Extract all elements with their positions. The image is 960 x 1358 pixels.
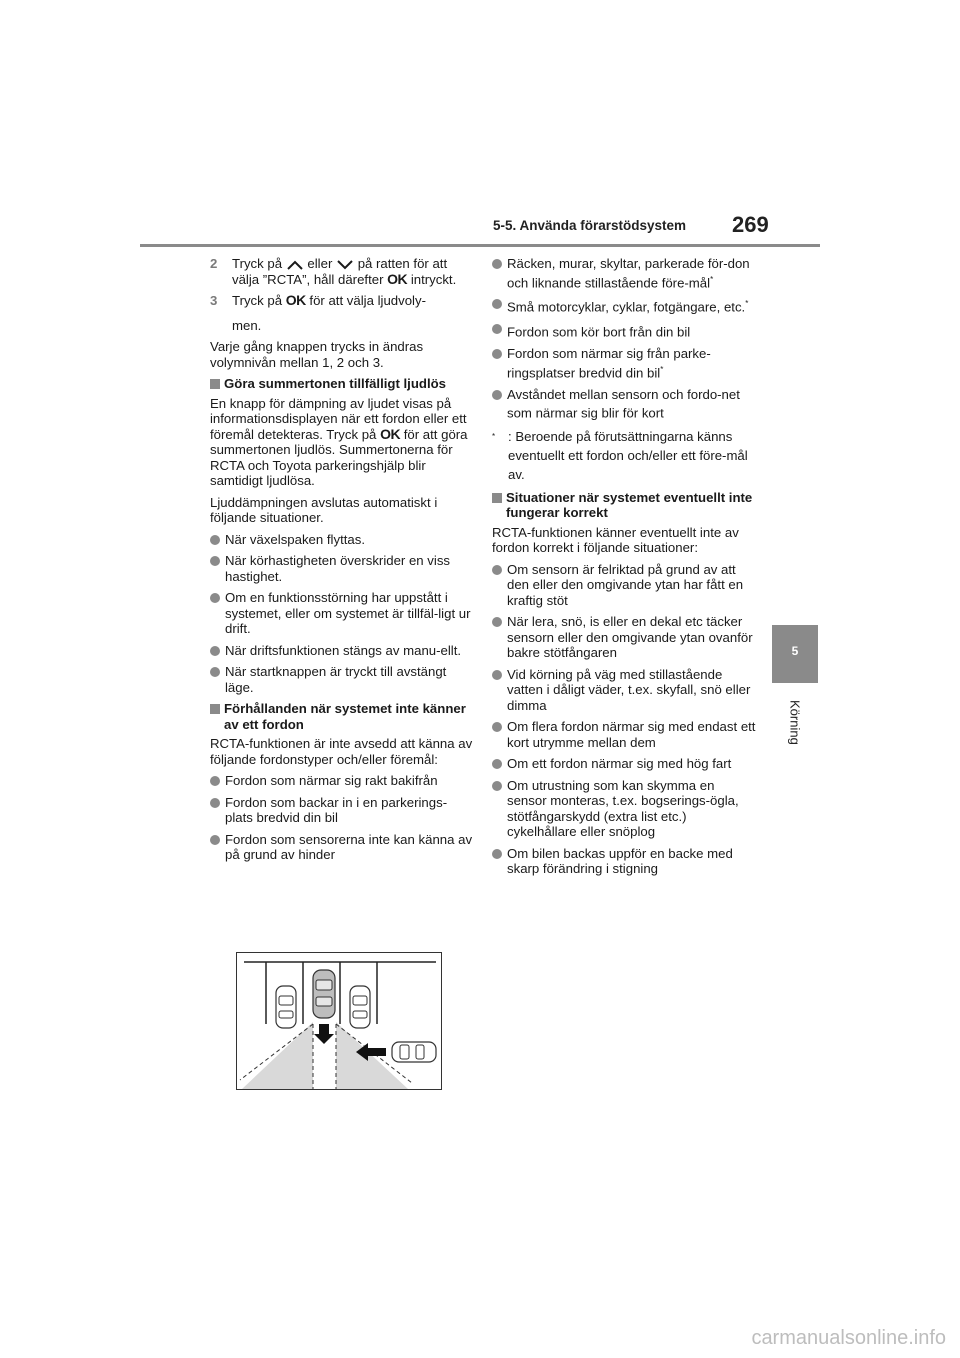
paragraph — [210, 396, 474, 489]
parked-car-right — [350, 986, 370, 1028]
footnote-marker: * — [745, 299, 749, 309]
list-item-text: Om ett fordon närmar sig med hög fart — [507, 756, 732, 772]
header-rule — [140, 244, 820, 247]
list-item — [492, 667, 756, 714]
step-number: 2 — [210, 256, 218, 271]
list-item-text: Avståndet mellan sensorn och fordo-net som närmar sig blir för kort — [507, 386, 740, 421]
list-item — [492, 256, 756, 290]
list-item — [492, 387, 756, 421]
footnote-text: : Beroende på förutsättningarna känns eventuellt ett fordon och/eller ett före-mål av. — [508, 428, 748, 482]
heading-text: Förhållanden när systemet inte känner av ett fordon — [224, 701, 466, 732]
own-vehicle — [313, 970, 335, 1018]
step-text: intryckt. — [410, 271, 457, 287]
bullet-dot-icon — [492, 781, 502, 791]
bullet-dot-icon — [492, 759, 502, 769]
left-column — [210, 256, 474, 869]
heading-text: Göra summertonen tillfälligt ljudlös — [224, 376, 447, 391]
list-item-text: När driftsfunktionen stängs av manu-ellt. — [225, 642, 462, 658]
bullet-dot-icon — [492, 670, 502, 680]
footnote-marker: * — [660, 364, 664, 374]
bullet-dot-icon — [492, 722, 502, 732]
bullet-dot-icon — [210, 798, 220, 808]
ok-button-icon: OK — [285, 292, 306, 308]
step-text: eller — [307, 256, 333, 271]
bullet-dot-icon — [492, 299, 502, 309]
section-heading — [210, 701, 474, 732]
paragraph: Ljuddämpningen avslutas automatiskt i följande situationer. — [210, 494, 438, 525]
list-item — [210, 832, 474, 863]
heading-square-icon — [492, 493, 502, 503]
list-item — [492, 346, 756, 380]
chapter-label — [771, 700, 819, 780]
footnote-marker: * — [492, 431, 496, 441]
bullet-dot-icon — [492, 565, 502, 575]
list-item-text: När körhastigheten överskrider en viss hastighet. — [225, 553, 451, 584]
heading-square-icon — [210, 704, 220, 714]
list-item — [492, 321, 756, 340]
step-number: 3 — [210, 293, 218, 308]
list-item — [492, 719, 756, 750]
step-3 — [210, 293, 474, 333]
list-item — [210, 532, 474, 548]
heading-square-icon — [210, 379, 220, 389]
approaching-car — [392, 1042, 436, 1062]
list-item — [210, 643, 474, 659]
parking-illustration — [236, 952, 442, 1090]
list-item — [492, 846, 756, 877]
bullet-list — [210, 532, 474, 696]
bullet-list — [210, 773, 474, 863]
chevron-down-icon — [336, 260, 354, 270]
list-item-text: När lera, snö, is eller en dekal etc täcker sensorn eller den omgivande ytan ovanför bakre stötfångaren — [507, 614, 753, 661]
bullet-dot-icon — [210, 593, 220, 603]
watermark: carmanualsonline.info — [751, 1327, 946, 1349]
list-item — [492, 778, 756, 840]
section-heading — [492, 490, 756, 521]
step-text: på ratten för att välja ”RCTA”, håll därefter — [232, 256, 448, 287]
list-item — [492, 562, 756, 609]
heading-text: Situationer när systemet eventuellt inte fungerar korrekt — [506, 489, 753, 521]
bullet-dot-icon — [210, 556, 220, 566]
list-item-text: När växelspaken flyttas. — [225, 531, 365, 547]
step-text: för att välja ljudvoly- — [309, 293, 426, 308]
list-item-text: Om bilen backas uppför en backe med skarp förändring i stigning — [507, 845, 733, 877]
paragraph-text: för att göra summertonen ljudlös. Summertonerna för RCTA och Toyota parkeringshjälp blir samtidigt ljudlösa. — [210, 426, 468, 488]
bullet-dot-icon — [210, 535, 220, 545]
bullet-dot-icon — [492, 390, 502, 400]
bullet-list — [492, 562, 756, 877]
right-column — [492, 256, 756, 883]
step-2 — [210, 256, 474, 287]
list-item-text: Vid körning på väg med stillastående vatten i dåligt väder, t.ex. skyfall, snö eller dimma — [507, 666, 751, 713]
list-item — [492, 614, 756, 661]
bullet-dot-icon — [210, 646, 220, 656]
list-item — [210, 795, 474, 826]
step-text: men. — [232, 317, 262, 333]
paragraph-text: En knapp för dämpning av ljudet visas på informationsdisplayen när ett fordon eller ett föremål detekteras. Tryck på — [210, 395, 467, 442]
chapter-tab-number: 5 — [791, 644, 799, 658]
bullet-dot-icon — [492, 349, 502, 359]
list-item-text: Fordon som närmar sig från parke-ringsplatser bredvid din bil — [507, 346, 711, 381]
list-item-text: Små motorcyklar, cyklar, fotgängare, etc. — [507, 299, 746, 315]
list-item-text: När startknappen är tryckt till avstängt läge. — [225, 664, 447, 695]
ok-button-icon: OK — [380, 425, 401, 442]
chapter-tab — [772, 625, 818, 683]
header-section-title: 5-5. Använda förarstödsystem — [493, 218, 687, 233]
paragraph: RCTA-funktionen är inte avsedd att känna av följande fordonstyper och/eller föremål: — [210, 736, 473, 767]
step-text: Tryck på — [232, 293, 283, 308]
parked-car-left — [276, 986, 296, 1028]
list-item — [210, 553, 474, 584]
ok-button-icon: OK — [387, 270, 408, 287]
footnote-marker: * — [710, 274, 714, 284]
list-item-text: Fordon som backar in i en parkerings-plats bredvid din bil — [225, 794, 448, 825]
bullet-dot-icon — [492, 617, 502, 627]
list-item-text: Om flera fordon närmar sig med endast ett kort utrymme mellan dem — [507, 719, 756, 750]
list-item-text: Fordon som närmar sig rakt bakifrån — [225, 773, 438, 788]
chapter-label-text: Körning — [787, 700, 803, 745]
list-item — [210, 664, 474, 695]
bullet-dot-icon — [492, 324, 502, 334]
list-item-text: Fordon som sensorerna inte kan känna av på grund av hinder — [225, 831, 473, 862]
footnote — [492, 427, 756, 484]
bullet-dot-icon — [492, 849, 502, 859]
list-item-text: Räcken, murar, skyltar, parkerade för-don och liknande stillastående före-mål — [507, 256, 750, 290]
chevron-up-icon — [286, 260, 304, 270]
list-item — [210, 590, 474, 637]
bullet-list — [492, 256, 756, 421]
page-number: 269 — [732, 212, 769, 237]
list-item — [492, 296, 756, 315]
list-item-text: Fordon som kör bort från din bil — [507, 324, 691, 340]
step-text: Tryck på — [232, 256, 283, 271]
paragraph: Varje gång knappen trycks in ändras volymnivån mellan 1, 2 och 3. — [210, 339, 424, 370]
bullet-dot-icon — [210, 776, 220, 786]
bullet-dot-icon — [492, 259, 502, 269]
list-item-text: Om utrustning som kan skymma en sensor monteras, t.ex. bogserings-ögla, stötfångarskydd (extra list etc.) cykelhållare eller snöplog — [507, 777, 739, 840]
section-heading — [210, 376, 474, 392]
list-item-text: Om sensorn är felriktad på grund av att den eller den omgivande ytan har fått en kraftig stöt — [507, 561, 744, 608]
list-item — [492, 756, 756, 772]
bullet-dot-icon — [210, 835, 220, 845]
list-item — [210, 773, 474, 789]
bullet-dot-icon — [210, 667, 220, 677]
paragraph: RCTA-funktionen känner eventuellt inte av fordon korrekt i följande situationer: — [492, 524, 739, 556]
list-item-text: Om en funktionsstörning har uppstått i systemet, eller om systemet är tillfäl-ligt ur drift. — [225, 590, 471, 636]
